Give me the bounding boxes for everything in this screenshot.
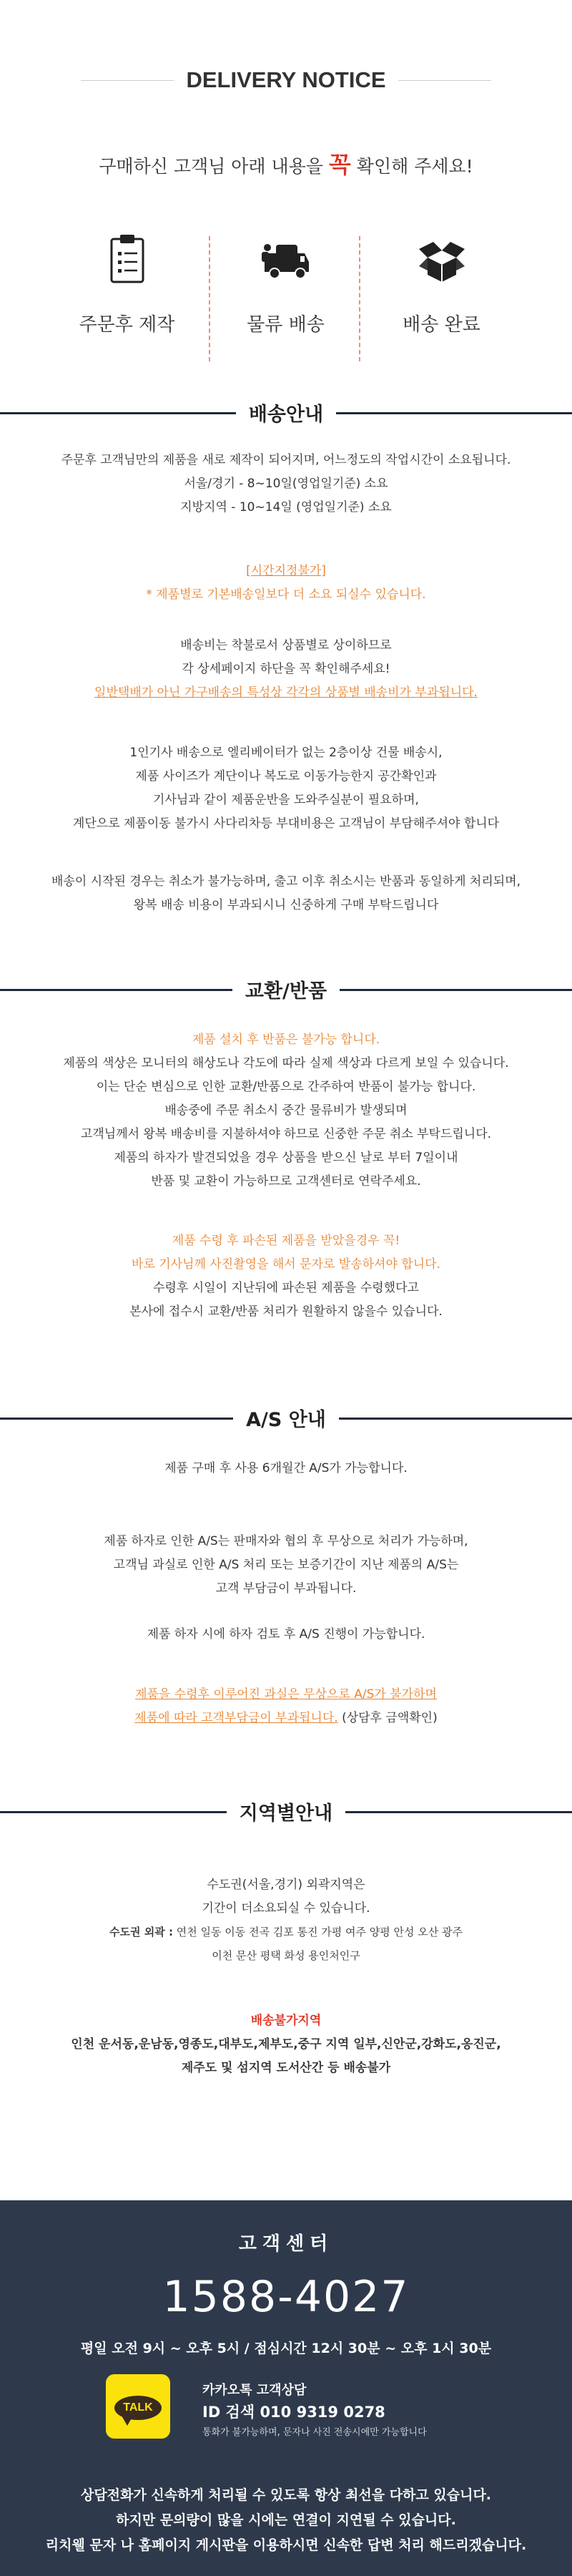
kakao-badge: TALK	[114, 2396, 162, 2420]
shipping-time-notice	[21, 560, 551, 607]
shipping-paragraph-4	[21, 870, 551, 917]
step-label: 주문후 제작	[79, 314, 175, 336]
text-line-highlight: 제품 설치 후 반품은 불가능 합니다.	[192, 1033, 380, 1047]
exchange-paragraph-1	[21, 1028, 551, 1194]
footer-messages	[0, 2483, 572, 2558]
text-line: 왕복 배송 비용이 부과되시니 신중하게 구매 부탁드립니다	[133, 898, 439, 912]
text-line: (상담후 금액확인)	[337, 1711, 438, 1725]
as-paragraph-4	[21, 1683, 551, 1730]
intro-post: 확인해 주세요!	[350, 156, 473, 177]
step-order	[50, 229, 204, 379]
text-line: 상담전화가 신속하게 처리될 수 있도록 항상 최선을 다하고 있습니다.	[80, 2487, 492, 2503]
text-line: 배송이 시작된 경우는 취소가 불가능하며, 출고 이후 취소시는 반품과 동일하게 처리되며,	[51, 874, 521, 889]
section-title: 교환/반품	[232, 980, 340, 1002]
intro-highlight: 꼭	[328, 151, 351, 178]
text-line: 각 상세페이지 하단을 꼭 확인해주세요!	[182, 662, 390, 676]
text-line-highlight: 바로 기사님께 사진촬영을 해서 문자로 발송하셔야 합니다.	[132, 1257, 440, 1272]
section-heading-region	[0, 1797, 572, 1826]
text-line-highlight: 제품에 따라 고객부담금이 부과됩니다.	[134, 1711, 338, 1725]
footer-title: 고객센터	[238, 2233, 334, 2255]
page-title: DELIVERY NOTICE	[186, 67, 386, 92]
text-line: 계단으로 제품이동 불가시 사다리차등 부대비용은 고객님이 부담해주셔야 합니다	[72, 816, 500, 831]
text-line: 제품의 하자가 발견되었을 경우 상품을 받으신 날로 부터 7일이내	[114, 1151, 458, 1165]
text-line: 고객님 과실로 인한 A/S 처리 또는 보증기간이 지난 제품의 A/S는	[113, 1558, 459, 1572]
business-hours: 평일 오전 9시 ~ 오후 5시 / 점심시간 12시 30분 ~ 오후 1시 30분	[80, 2341, 492, 2356]
text-line: 수도권(서울,경기) 외곽지역은	[207, 1878, 365, 1892]
text-line: 고객 부담금이 부과됩니다.	[215, 1581, 357, 1596]
text-line: 배송비는 착불로서 상품별로 상이하므로	[180, 638, 392, 653]
text-line: 주문후 고객님만의 제품을 새로 제작이 되어지며, 어느정도의 작업시간이 소요됩니다.	[61, 453, 511, 467]
region-unavailable	[21, 2009, 551, 2080]
notice-text: * 제품별로 기본배송일보다 더 소요 되실수 있습니다.	[146, 587, 426, 602]
text-line: 리치웰 문자 나 홈페이지 게시판을 이용하시면 신속한 답변 처리 해드리겠습니다.	[45, 2537, 527, 2553]
section-heading-shipping	[0, 399, 572, 427]
delivery-steps	[50, 229, 522, 379]
step-label: 물류 배송	[247, 314, 325, 336]
text-line: 제품의 색상은 모니터의 해상도나 각도에 따라 실제 색상과 다르게 보일 수 있습니다.	[63, 1056, 509, 1070]
text-line-highlight: 제품을 수령후 이루어진 과실은 무상으로 A/S가 불가하며	[135, 1687, 437, 1702]
header-rule-right	[398, 80, 491, 81]
text-line: 이는 단순 변심으로 인한 교환/반품으로 간주하여 반품이 불가능 합니다.	[96, 1080, 476, 1094]
intro-text	[0, 147, 572, 180]
notice-title: [시간지정불가]	[246, 564, 326, 578]
text-line: 하지만 문의량이 많을 시에는 연결이 지연될 수 있습니다.	[116, 2512, 456, 2528]
section-title: A/S 안내	[233, 1409, 339, 1431]
step-shipping	[209, 229, 363, 379]
section-title: 배송안내	[236, 404, 336, 426]
exchange-paragraph-2	[21, 1229, 551, 1324]
customer-center-footer	[0, 2200, 572, 2576]
text-line: 본사에 접수시 교환/반품 처리가 원활하지 않을수 있습니다.	[129, 1304, 443, 1319]
outer-label: 수도권 외곽 :	[109, 1926, 173, 1938]
as-paragraph-3	[21, 1623, 551, 1646]
shipping-paragraph-1	[21, 449, 551, 519]
text-line: 이천 문산 평택 화성 용인처인구	[212, 1949, 360, 1962]
text-line: 서울/경기 - 8~10일(영업일기준) 소요	[184, 477, 388, 491]
text-line: 제품 사이즈가 계단이나 복도로 이동가능한지 공간확인과	[135, 769, 437, 784]
text-line: 기간이 더소요되실 수 있습니다.	[202, 1901, 370, 1916]
text-line-highlight: 일반택배가 아닌 가구배송의 특성상 각각의 상품별 배송비가 부과됩니다.	[94, 686, 478, 700]
as-paragraph-1	[21, 1457, 551, 1480]
as-paragraph-2	[21, 1530, 551, 1601]
text-line: 수령후 시일이 지난뒤에 파손된 제품을 수령했다고	[153, 1281, 419, 1295]
text-line: 반품 및 교환이 가능하므로 고객센터로 연락주세요.	[151, 1174, 421, 1189]
text-line: 1인기사 배송으로 엘리베이터가 없는 2층이상 건물 배송시,	[129, 746, 443, 760]
step-label: 배송 완료	[403, 314, 480, 336]
intro-pre: 구매하신 고객님 아래 내용을	[99, 156, 329, 177]
step-divider	[359, 236, 360, 361]
kakao-note: 통화가 불가능하며, 문자나 사진 전송시에만 가능합니다	[202, 2427, 427, 2438]
section-heading-as	[0, 1404, 572, 1433]
clipboard-icon	[99, 229, 156, 293]
text-line-highlight: 제품 수령 후 파손된 제품을 받았을경우 꼭!	[172, 1234, 400, 1248]
kakao-title: 카카오톡 고객상담	[202, 2383, 307, 2398]
kakao-bubble	[106, 2374, 170, 2439]
shipping-paragraph-3	[21, 741, 551, 836]
text-line: 기사님과 같이 제품운반을 도와주실분이 필요하며,	[153, 793, 419, 807]
step-complete	[365, 229, 518, 379]
section-heading-exchange	[0, 975, 572, 1004]
open-box-icon	[413, 229, 470, 293]
text-line: 제주도 및 섬지역 도서산간 등 배송불가	[181, 2061, 391, 2075]
text-line: 배송중에 주문 취소시 중간 물류비가 발생되며	[164, 1103, 408, 1118]
delivery-truck-icon	[257, 229, 315, 293]
text-line: 고객님께서 왕복 배송비를 지불하셔야 하므로 신중한 주문 취소 부탁드립니다.	[80, 1127, 492, 1141]
text-line: 지방지역 - 10~14일 (영업일기준) 소요	[180, 500, 392, 514]
section-title: 지역별안내	[227, 1802, 345, 1825]
unavailable-title: 배송불가지역	[250, 2014, 322, 2028]
kakao-id: ID 검색 010 9319 0278	[202, 2404, 385, 2421]
shipping-paragraph-2	[21, 634, 551, 705]
kakao-info	[202, 2381, 503, 2442]
outer-text: 연천 일동 이동 전곡 김포 통진 가평 여주 양평 안성 오산 광주	[172, 1926, 463, 1938]
text-line: 제품 하자 시에 하자 검토 후 A/S 진행이 가능합니다.	[147, 1627, 425, 1641]
phone-number[interactable]: 1588-4027	[162, 2272, 410, 2322]
region-paragraph-1	[21, 1873, 551, 1968]
text-line: 제품 하자로 인한 A/S는 판매자와 협의 후 무상으로 처리가 가능하며,	[104, 1534, 468, 1548]
text-line: 제품 구매 후 사용 6개월간 A/S가 가능합니다.	[164, 1461, 408, 1475]
text-line: 인천 운서동,운남동,영종도,대부도,제부도,중구 지역 일부,신안군,강화도,옹진군,	[71, 2037, 501, 2051]
header	[0, 60, 572, 103]
kakao-talk-icon[interactable]	[106, 2374, 170, 2449]
